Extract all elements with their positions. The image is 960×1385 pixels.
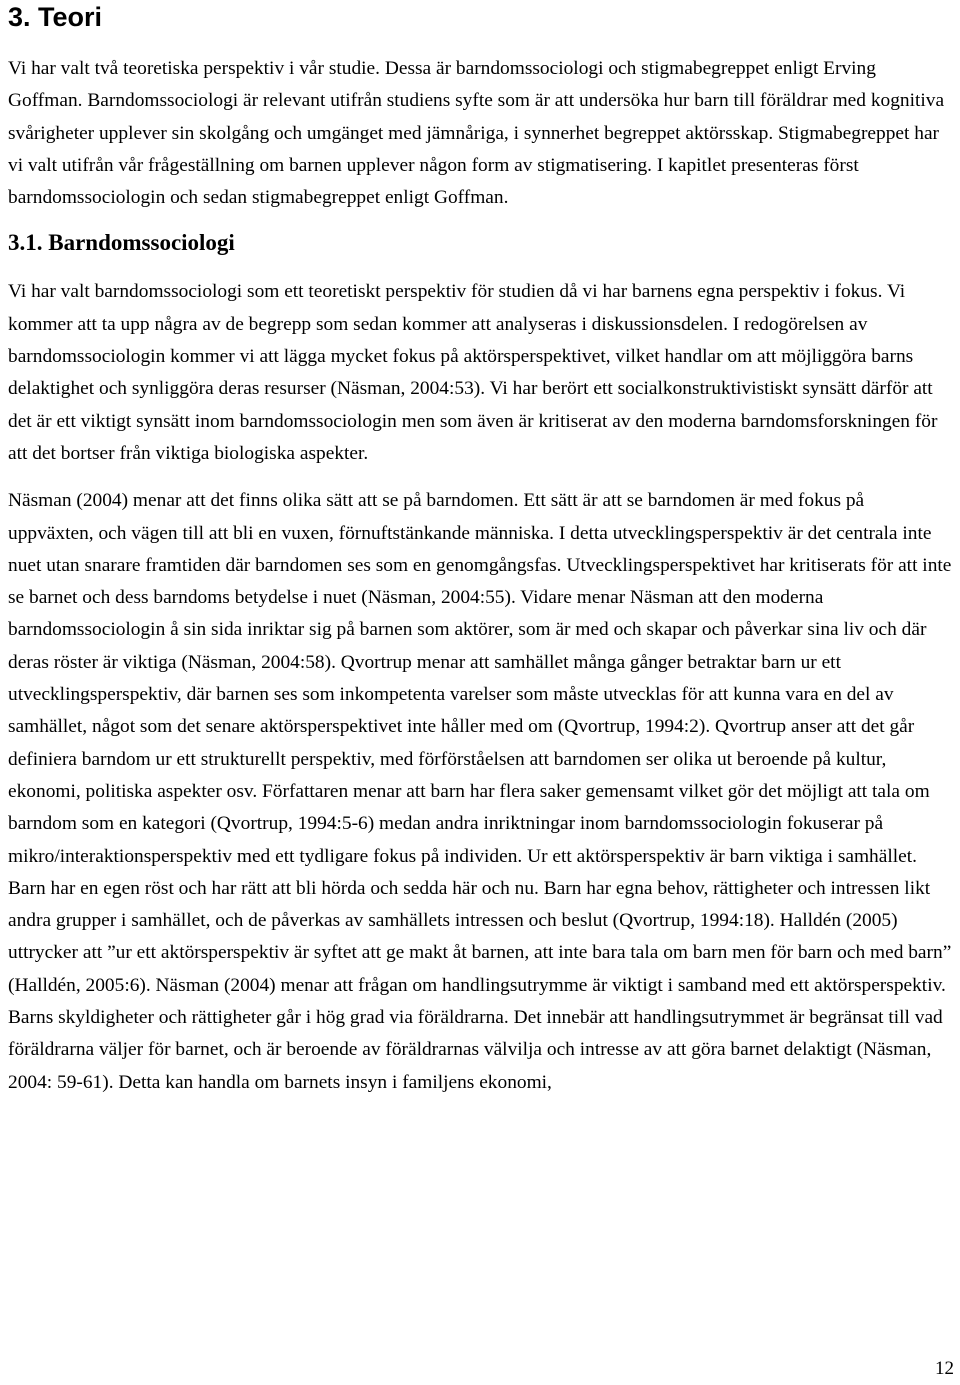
page-number: 12 — [935, 1358, 954, 1379]
chapter-title: 3. Teori — [8, 2, 103, 32]
document-page — [8, 0, 952, 1099]
body-paragraph: Näsman (2004) menar att det finns olika sätt att se på barndomen. Ett sätt är att se barndomen är med fokus på uppväxten, och vägen till att bli en vuxen, förnuftstänkande människa. I detta utvecklingsperspektiv är det centrala inte nuet utan snarare framtiden där barndomen ses som en genomgångsfas. Utvecklingsperspektivet har kritiserats för att inte se barnet och dess barndoms betydelse i nuet (Näsman, 2004:55). Vidare menar Näsman att den moderna barndomssociologin å sin sida inriktar sig på barnen som aktörer, som är med och skapar och påverkar sina liv och där deras röster är viktiga (Näsman, 2004:58). Qvortrup menar att samhället många gånger betraktar barn ur ett utvecklingsperspektiv, där barnen ses som inkompetenta varelser som måste utvecklas för att kunna vara en del av samhället, något som det senare aktörsperspektivet inte håller med om (Qvortrup, 1994:2). Qvortrup anser att det går definiera barndom ur ett strukturellt perspektiv, med förförståelsen att barndomen ser olika ut beroende på kultur, ekonomi, politiska aspekter osv. Författaren menar att barn har flera saker gemensamt vilket gör det möjligt att tala om barndom som en kategori (Qvortrup, 1994:5-6) medan andra inriktningar inom barndomssociologin fokuserar på mikro/interaktionsperspektiv med ett tydligare fokus på individen. Ur ett aktörsperspektiv är barn viktiga i samhället. Barn har en egen röst och har rätt att bli hörda och sedda här och nu. Barn har egna behov, rättigheter och intressen likt andra grupper i samhället, och de påverkas av samhällets intressen och beslut (Qvortrup, 1994:18). Halldén (2005) uttrycker att ”ur ett aktörsperspektiv är syftet att ge makt åt barnen, att inte bara tala om barn men för barn och med barn” (Halldén, 2005:6). Näsman (2004) menar att frågan om handlingsutrymme är viktigt i samband med ett aktörsperspektiv. Barns skyldigheter och rättigheter går i hög grad via föräldrarna. Det innebär att handlingsutrymmet är begränsat till vad föräldrarna väljer för barnet, och är beroende av föräldrarnas välvilja och intresse av att göra barnet delaktigt (Näsman, 2004: 59-61). Detta kan handla om barnets insyn i familjens ekonomi, — [8, 490, 952, 1093]
section-heading: 3.1. Barndomssociologi — [8, 230, 235, 256]
intro-paragraph: Vi har valt två teoretiska perspektiv i vår studie. Dessa är barndomssociologi och stigmabegreppet enligt Erving Goffman. Barndomssociologi är relevant utifrån studiens syfte som är att undersöka hur barn till föräldrar med kognitiva svårigheter upplever sin skolgång och umgänget med jämnåriga, i synnerhet begreppet aktörsskap. Stigmabegreppet har vi valt utifrån vår frågeställning om barnen upplever någon form av stigmatisering. I kapitlet presenteras först barndomssociologin och sedan stigmabegreppet enligt Goffman. — [8, 58, 945, 209]
body-paragraph: Vi har valt barndomssociologi som ett teoretiskt perspektiv för studien då vi har barnens egna perspektiv i fokus. Vi kommer att ta upp några av de begrepp som sedan kommer att analyseras i diskussionsdelen. I redogörelsen av barndomssociologin kommer vi att lägga mycket fokus på aktörsperspektivet, vilket handlar om att möjliggöra barns delaktighet och synliggöra deras resurser (Näsman, 2004:53). Vi har berört ett socialkonstruktivistiskt synsätt därför att det är ett viktigt synsätt inom barndomssociologin men som även är kritiserat av den moderna barndomsforskningen för att det bortser från viktiga biologiska aspekter. — [8, 281, 938, 464]
